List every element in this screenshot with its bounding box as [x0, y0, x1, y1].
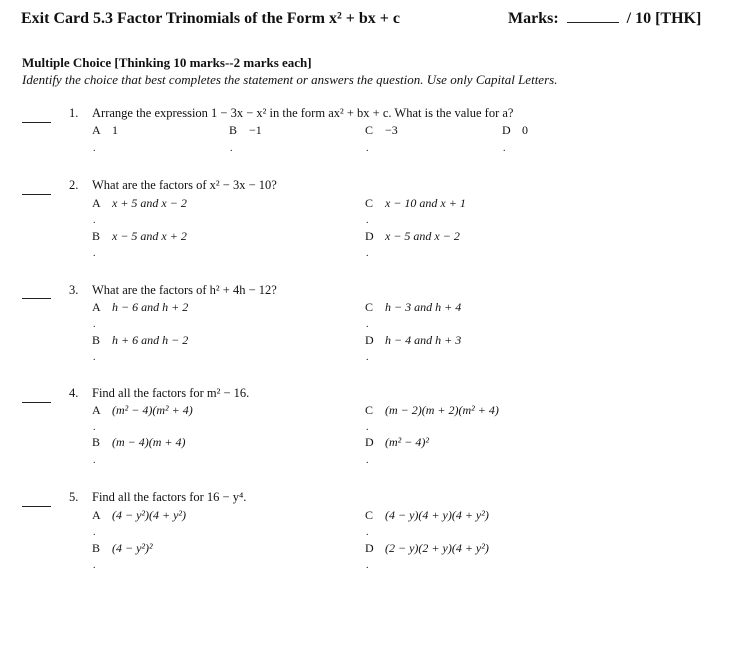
separator-dot: .: [93, 422, 96, 433]
separator-dot: .: [93, 352, 96, 363]
marks-label: Marks:: [508, 10, 559, 27]
page-title: Exit Card 5.3 Factor Trinomials of the Form x² + bx + c: [21, 10, 400, 27]
option-d[interactable]: [365, 541, 489, 556]
option-letter: C: [365, 123, 374, 137]
option-a[interactable]: [92, 300, 188, 315]
answer-blank-1[interactable]: [22, 121, 51, 123]
option-letter: D: [365, 333, 374, 347]
option-a[interactable]: [92, 123, 118, 138]
option-text: (4 − y)(4 + y)(4 + y²): [385, 508, 489, 522]
question-text: Arrange the expression 1 − 3x − x² in the form ax² + bx + c. What is the value for a?: [92, 106, 514, 120]
separator-dot: .: [93, 215, 96, 226]
option-letter: C: [365, 196, 374, 210]
option-letter: A: [92, 123, 101, 137]
option-text: (m² − 4)(m² + 4): [112, 403, 193, 417]
option-letter: D: [502, 123, 511, 137]
separator-dot: .: [366, 215, 369, 226]
separator-dot: .: [93, 560, 96, 571]
option-text: x − 5 and x + 2: [112, 229, 187, 243]
option-text: h − 4 and h + 3: [385, 333, 462, 347]
option-text: h − 6 and h + 2: [112, 300, 189, 314]
marks-blank[interactable]: [567, 21, 619, 23]
separator-dot: .: [366, 143, 369, 154]
option-d[interactable]: [365, 435, 429, 450]
option-c[interactable]: [365, 508, 489, 523]
option-letter: C: [365, 508, 374, 522]
question-text: What are the factors of h² + 4h − 12?: [92, 283, 277, 297]
separator-dot: .: [366, 422, 369, 433]
separator-dot: .: [93, 248, 96, 259]
option-c[interactable]: [365, 196, 466, 211]
option-b[interactable]: [92, 229, 187, 244]
option-letter: D: [365, 229, 374, 243]
option-letter: A: [92, 300, 101, 314]
option-text: x + 5 and x − 2: [112, 196, 187, 210]
separator-dot: .: [93, 319, 96, 330]
option-c[interactable]: [365, 403, 499, 418]
question-number: 4.: [69, 386, 79, 400]
option-letter: B: [92, 541, 101, 555]
option-a[interactable]: [92, 508, 186, 523]
option-letter: A: [92, 403, 101, 417]
answer-blank-2[interactable]: [22, 193, 51, 195]
separator-dot: .: [366, 527, 369, 538]
question-text: Find all the factors for m² − 16.: [92, 386, 250, 400]
option-a[interactable]: [92, 403, 193, 418]
option-c[interactable]: [365, 300, 461, 315]
question-number: 5.: [69, 490, 79, 504]
separator-dot: .: [93, 143, 96, 154]
option-b[interactable]: [92, 333, 188, 348]
separator-dot: .: [93, 455, 96, 466]
separator-dot: .: [366, 560, 369, 571]
separator-dot: .: [366, 319, 369, 330]
option-letter: D: [365, 435, 374, 449]
option-text: (m² − 4)²: [385, 435, 429, 449]
option-text: (4 − y²)²: [112, 541, 153, 555]
question-number: 2.: [69, 178, 79, 192]
option-d[interactable]: [502, 123, 528, 138]
answer-blank-3[interactable]: [22, 297, 51, 299]
option-text: (4 − y²)(4 + y²): [112, 508, 187, 522]
option-letter: B: [229, 123, 238, 137]
option-text: (m − 2)(m + 2)(m² + 4): [385, 403, 499, 417]
option-text: x − 10 and x + 1: [385, 196, 466, 210]
option-letter: D: [365, 541, 374, 555]
option-letter: B: [92, 333, 101, 347]
option-d[interactable]: [365, 333, 461, 348]
option-text: 1: [112, 123, 118, 137]
question-text: Find all the factors for 16 − y⁴.: [92, 490, 247, 504]
option-letter: C: [365, 403, 374, 417]
option-text: h + 6 and h − 2: [112, 333, 189, 347]
option-b[interactable]: [229, 123, 262, 138]
option-a[interactable]: [92, 196, 187, 211]
separator-dot: .: [366, 248, 369, 259]
option-letter: B: [92, 435, 101, 449]
section-heading: Multiple Choice [Thinking 10 marks--2 marks each]: [22, 55, 312, 70]
marks-total: / 10 [THK]: [626, 10, 702, 27]
separator-dot: .: [503, 143, 506, 154]
option-d[interactable]: [365, 229, 460, 244]
option-letter: A: [92, 508, 101, 522]
option-text: −3: [385, 123, 398, 137]
option-text: (m − 4)(m + 4): [112, 435, 186, 449]
separator-dot: .: [93, 527, 96, 538]
option-b[interactable]: [92, 541, 153, 556]
marks-area: [508, 10, 701, 28]
option-letter: A: [92, 196, 101, 210]
option-letter: C: [365, 300, 374, 314]
option-text: (2 − y)(2 + y)(4 + y²): [385, 541, 489, 555]
separator-dot: .: [230, 143, 233, 154]
option-text: −1: [249, 123, 262, 137]
option-text: x − 5 and x − 2: [385, 229, 460, 243]
section-instructions: Identify the choice that best completes the statement or answers the question. Use only Capital Letters.: [22, 72, 558, 87]
question-number: 1.: [69, 106, 79, 120]
option-b[interactable]: [92, 435, 186, 450]
separator-dot: .: [366, 352, 369, 363]
question-text: What are the factors of x² − 3x − 10?: [92, 178, 277, 192]
option-text: 0: [522, 123, 528, 137]
option-c[interactable]: [365, 123, 398, 138]
answer-blank-4[interactable]: [22, 401, 51, 403]
option-text: h − 3 and h + 4: [385, 300, 462, 314]
separator-dot: .: [366, 455, 369, 466]
option-letter: B: [92, 229, 101, 243]
question-number: 3.: [69, 283, 79, 297]
answer-blank-5[interactable]: [22, 505, 51, 507]
